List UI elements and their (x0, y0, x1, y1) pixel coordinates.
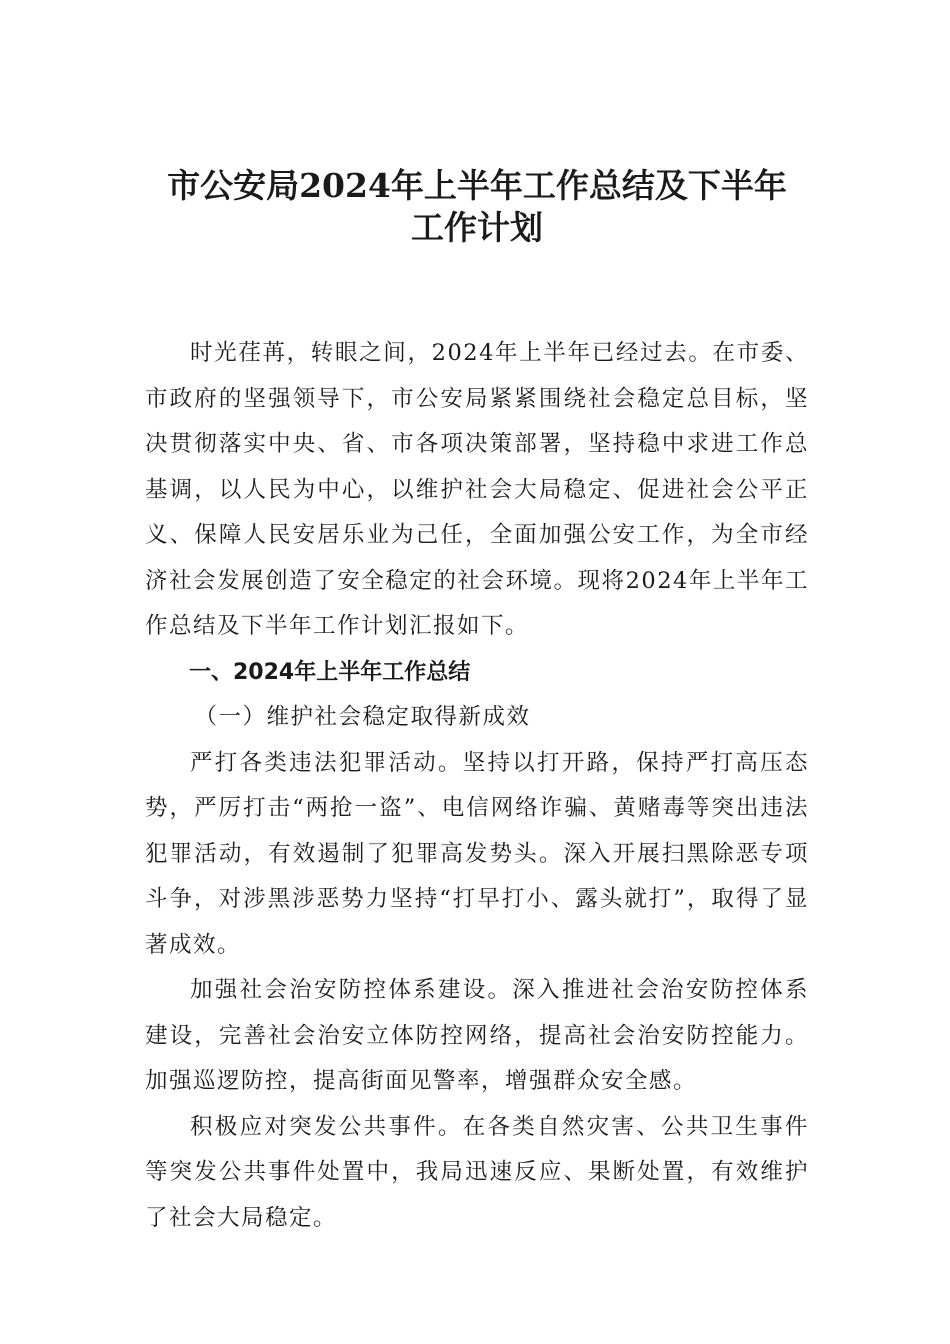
paragraph-security-system: 加强社会治安防控体系建设。深入推进社会治安防控体系建设，完善社会治安立体防控网络，提高社会治安防控能力。加强巡逻防控，提高街面见警率，增强群众安全感。 (145, 977, 809, 1094)
paragraph-emergency-response: 积极应对突发公共事件。在各类自然灾害、公共卫生事件等突发公共事件处置中，我局迅速反应、果断处置，有效维护了社会大局稳定。 (145, 1113, 809, 1231)
section-heading: 一、2024年上半年工作总结 (189, 659, 471, 685)
document-title-line-2: 工作计划 (411, 208, 543, 247)
document-title-line-1: 市公安局2024年上半年工作总结及下半年 (167, 166, 787, 205)
subsection-heading: （一）维护社会稳定取得新成效 (194, 704, 531, 730)
intro-paragraph: 时光荏苒，转眼之间，2024年上半年已经过去。在市委、市政府的坚强领导下，市公安局紧紧围绕社会稳定总目标，坚决贯彻落实中央、省、市各项决策部署，坚持稳中求进工作总基调，以人民为中心，以维护社会大局稳定、促进社会公平正义、保障人民安居乐业为己任，全面加强公安工作，为全市经济社会发展创造了安全稳定的社会环境。现将2024年上半年工作总结及下半年工作计划汇报如下。 (145, 340, 809, 639)
paragraph-crime-crackdown: 严打各类违法犯罪活动。坚持以打开路，保持严打高压态势，严厉打击“两抢一盗”、电信网络诈骗、黄赌毒等突出违法犯罪活动，有效遏制了犯罪高发势头。深入开展扫黑除恶专项斗争，对涉黑涉恶势力坚持“打早打小、露头就打”，取得了显著成效。 (145, 749, 809, 958)
document-body (145, 331, 809, 1241)
